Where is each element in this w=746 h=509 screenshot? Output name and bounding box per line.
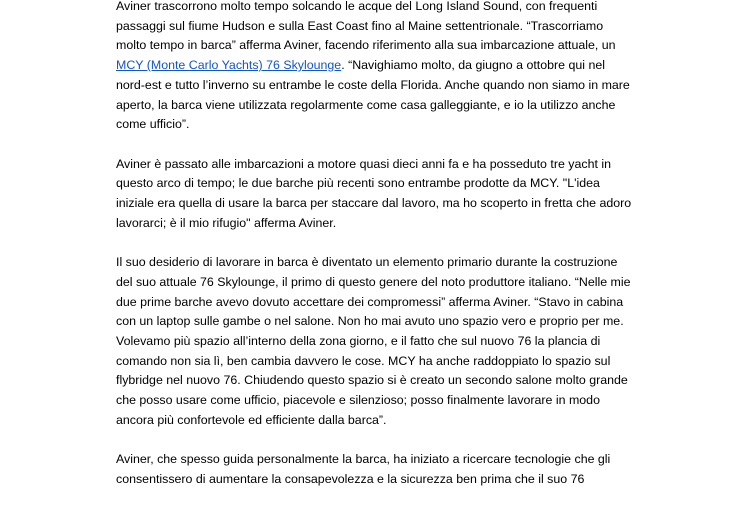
document-page <box>116 0 632 509</box>
mcy-76-skylounge-link[interactable]: MCY (Monte Carlo Yachts) 76 Skylounge <box>116 58 342 73</box>
paragraph-1-text-after: . “Navighiamo molto, da giugno a ottobre qui nel nord-est e tutto l’inverno su entrambe le coste della Florida. Anche quando non siamo in mare aperto, la barca viene utilizzata regolarmente come casa galleggiante, e io la utilizzo anche come ufficio”. <box>116 58 630 132</box>
paragraph-4: Aviner, che spesso guida personalmente la barca, ha iniziato a ricercare tecnologie che gli consentissero di aumentare la consapevolezza e la sicurezza ben prima che il suo 76 <box>116 452 611 486</box>
paragraph-2: Aviner è passato alle imbarcazioni a motore quasi dieci anni fa e ha posseduto tre yacht in questo arco di tempo; le due barche più recenti sono entrambe prodotte da MCY. "L'idea iniziale era quella di usare la barca per staccare dal lavoro, ma ho scoperto in fretta che adoro lavorarci; è il mio rifugio" afferma Aviner. <box>116 156 632 230</box>
paragraph-1-text-before: Aviner trascorrono molto tempo solcando le acque del Long Island Sound, con frequenti passaggi sul fiume Hudson e sulla East Coast fino al Maine settentrionale. “Trascorriamo molto tempo in barca” afferma Aviner, facendo riferimento alla sua imbarcazione attuale, un <box>116 0 616 53</box>
paragraph-3: Il suo desiderio di lavorare in barca è diventato un elemento primario durante la costruzione del suo attuale 76 Skylounge, il primo di questo genere del noto produttore italiano. “Nelle mie due prime barche avevo dovuto accettare dei compromessi” afferma Aviner. “Stavo in cabina con un laptop sulle gambe o nel salone. Non ho mai avuto uno spazio vero e proprio per me. Volevamo più spazio all’interno della zona giorno, e il fatto che sul nuovo 76 la plancia di comando non sia lì, ben cambia davvero le cose. MCY ha anche raddoppiato lo spazio sul flybridge nel nuovo 76. Chiudendo questo spazio si è creato un secondo salone molto grande che posso usare come ufficio, piacevole e silenzioso; posso finalmente lavorare in modo ancora più confortevole ed efficiente dalla barca”. <box>116 255 631 427</box>
paragraph-1 <box>116 0 632 135</box>
